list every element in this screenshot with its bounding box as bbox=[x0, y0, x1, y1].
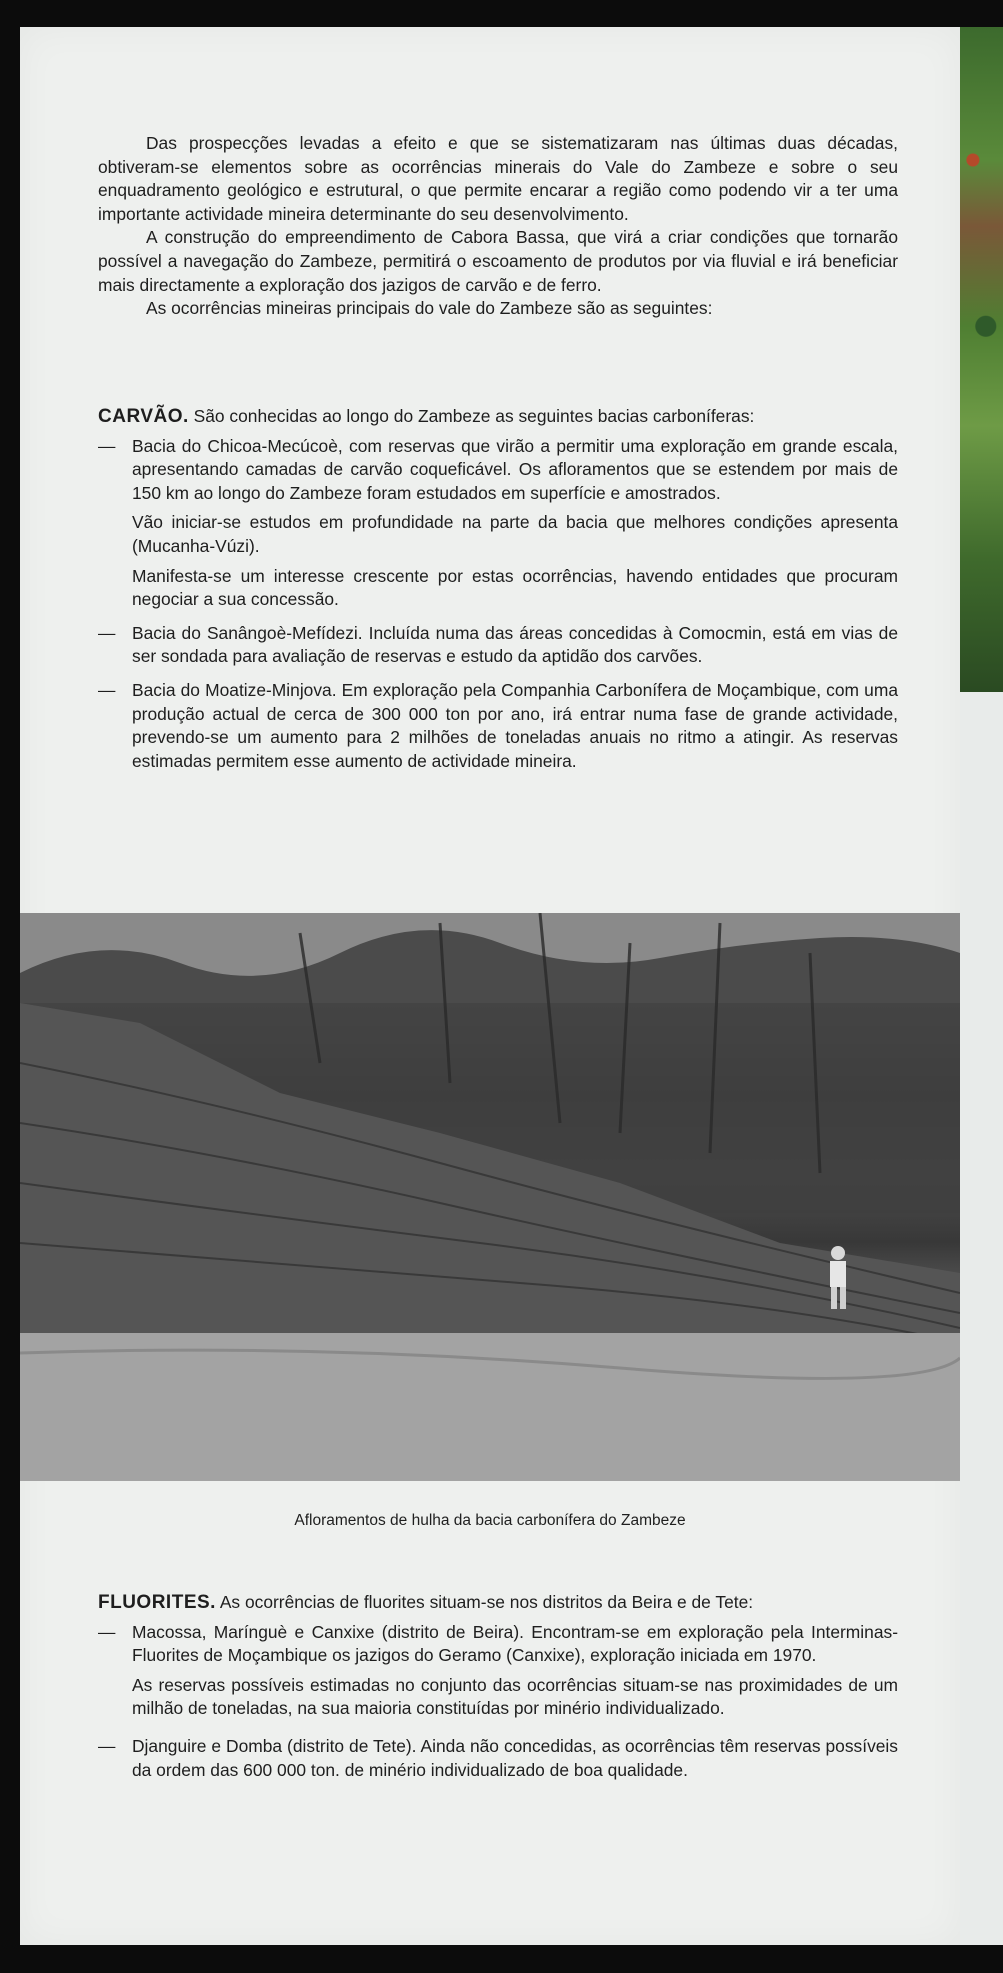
item-paragraph: Bacia do Sanângoè-Mefídezi. Incluída numa das áreas concedidas à Comocmin, está em vias de ser sondada para avaliação de reservas e estudo da aptidão dos carvões. bbox=[132, 622, 898, 667]
carvao-lead-line bbox=[98, 405, 898, 429]
list-item-chicoa bbox=[98, 435, 898, 612]
intro-paragraph-2: A construção do empreendimento de Cabora Bassa, que virá a criar condições que tornarão possível a navegação do Zambeze, permitirá o escoamento de produtos por via fluvial e irá beneficiar mais directamente a exploração dos jazigos de carvão e de ferro. bbox=[98, 227, 898, 295]
list-item-macossa bbox=[98, 1621, 898, 1721]
photo-ground bbox=[20, 1333, 960, 1481]
item-paragraph: Bacia do Moatize-Minjova. Em exploração pela Companhia Carbonífera de Moçambique, com uma produção actual de cerca de 300 000 ton por ano, irá entrar numa fase de grande actividade, prevendo-se um aumento para 2 milhões de toneladas anuais no ritmo a atingir. As reservas estimadas permitem esse aumento de actividade mineira. bbox=[132, 679, 898, 771]
fluorites-heading: FLUORITES. bbox=[98, 1592, 216, 1613]
item-paragraph: Vão iniciar-se estudos em profundidade na parte da bacia que melhores condições apresenta (Mucanha-Vúzi). bbox=[132, 512, 898, 556]
photo-illustration bbox=[20, 913, 960, 1481]
fluorites-lead-line bbox=[98, 1591, 898, 1615]
carvao-lead: São conhecidas ao longo do Zambeze as seguintes bacias carboníferas: bbox=[193, 406, 755, 426]
carvao-section bbox=[98, 405, 898, 773]
fluorites-section bbox=[98, 1591, 898, 1782]
list-dash: — bbox=[98, 435, 116, 456]
item-paragraph: Bacia do Chicoa-Mecúcoè, com reservas que virão a permitir uma exploração em grande escala, apresentando camadas de carvão coqueficável. Os afloramentos que se estendem por mais de 150 km ao longo do Zambeze foram estudados em superfície e amostrados. bbox=[132, 435, 898, 503]
intro-paragraph-1: Das prospecções levadas a efeito e que se sistematizaram nas últimas duas décadas, obtiveram-se elementos sobre as ocorrências minerais do Vale do Zambeze e sobre o seu enquadramento geológico e estrutural, o que permite encarar a região como podendo vir a ter uma importante actividade mineira determinante do seu desenvolvimento. bbox=[98, 133, 898, 224]
list-item-sanangoe bbox=[98, 622, 898, 669]
item-paragraph: Macossa, Marínguè e Canxixe (distrito de Beira). Encontram-se em exploração pela Interminas-Fluorites de Moçambique os jazigos do Geramo (Canxixe), exploração iniciada em 1970. bbox=[132, 1621, 898, 1666]
list-dash: — bbox=[98, 1735, 116, 1756]
adjacent-page-photo bbox=[960, 27, 1003, 692]
item-paragraph: Manifesta-se um interesse crescente por estas ocorrências, havendo entidades que procuram negociar a sua concessão. bbox=[132, 565, 898, 610]
photo-caption: Afloramentos de hulha da bacia carbonífera do Zambeze bbox=[294, 1512, 686, 1529]
item-paragraph: Djanguire e Domba (distrito de Tete). Ainda não concedidas, as ocorrências têm reservas possíveis da ordem das 600 000 ton. de minério individualizado de boa qualidade. bbox=[132, 1735, 898, 1780]
list-dash: — bbox=[98, 679, 116, 700]
list-dash: — bbox=[98, 1621, 116, 1642]
list-item-djanguire bbox=[98, 1735, 898, 1782]
list-dash: — bbox=[98, 622, 116, 643]
list-item-moatize bbox=[98, 679, 898, 773]
coal-outcrop-photo bbox=[20, 913, 960, 1481]
item-paragraph: As reservas possíveis estimadas no conjunto das ocorrências situam-se nas proximidades de um milhão de toneladas, na sua maioria constituídas por minério individualizado. bbox=[132, 1674, 898, 1719]
fluorites-lead: As ocorrências de fluorites situam-se nos distritos da Beira e de Tete: bbox=[219, 1592, 754, 1612]
carvao-heading: CARVÃO. bbox=[98, 406, 189, 427]
intro-section bbox=[98, 132, 898, 321]
intro-paragraph-3: As ocorrências mineiras principais do vale do Zambeze são as seguintes: bbox=[146, 298, 713, 319]
